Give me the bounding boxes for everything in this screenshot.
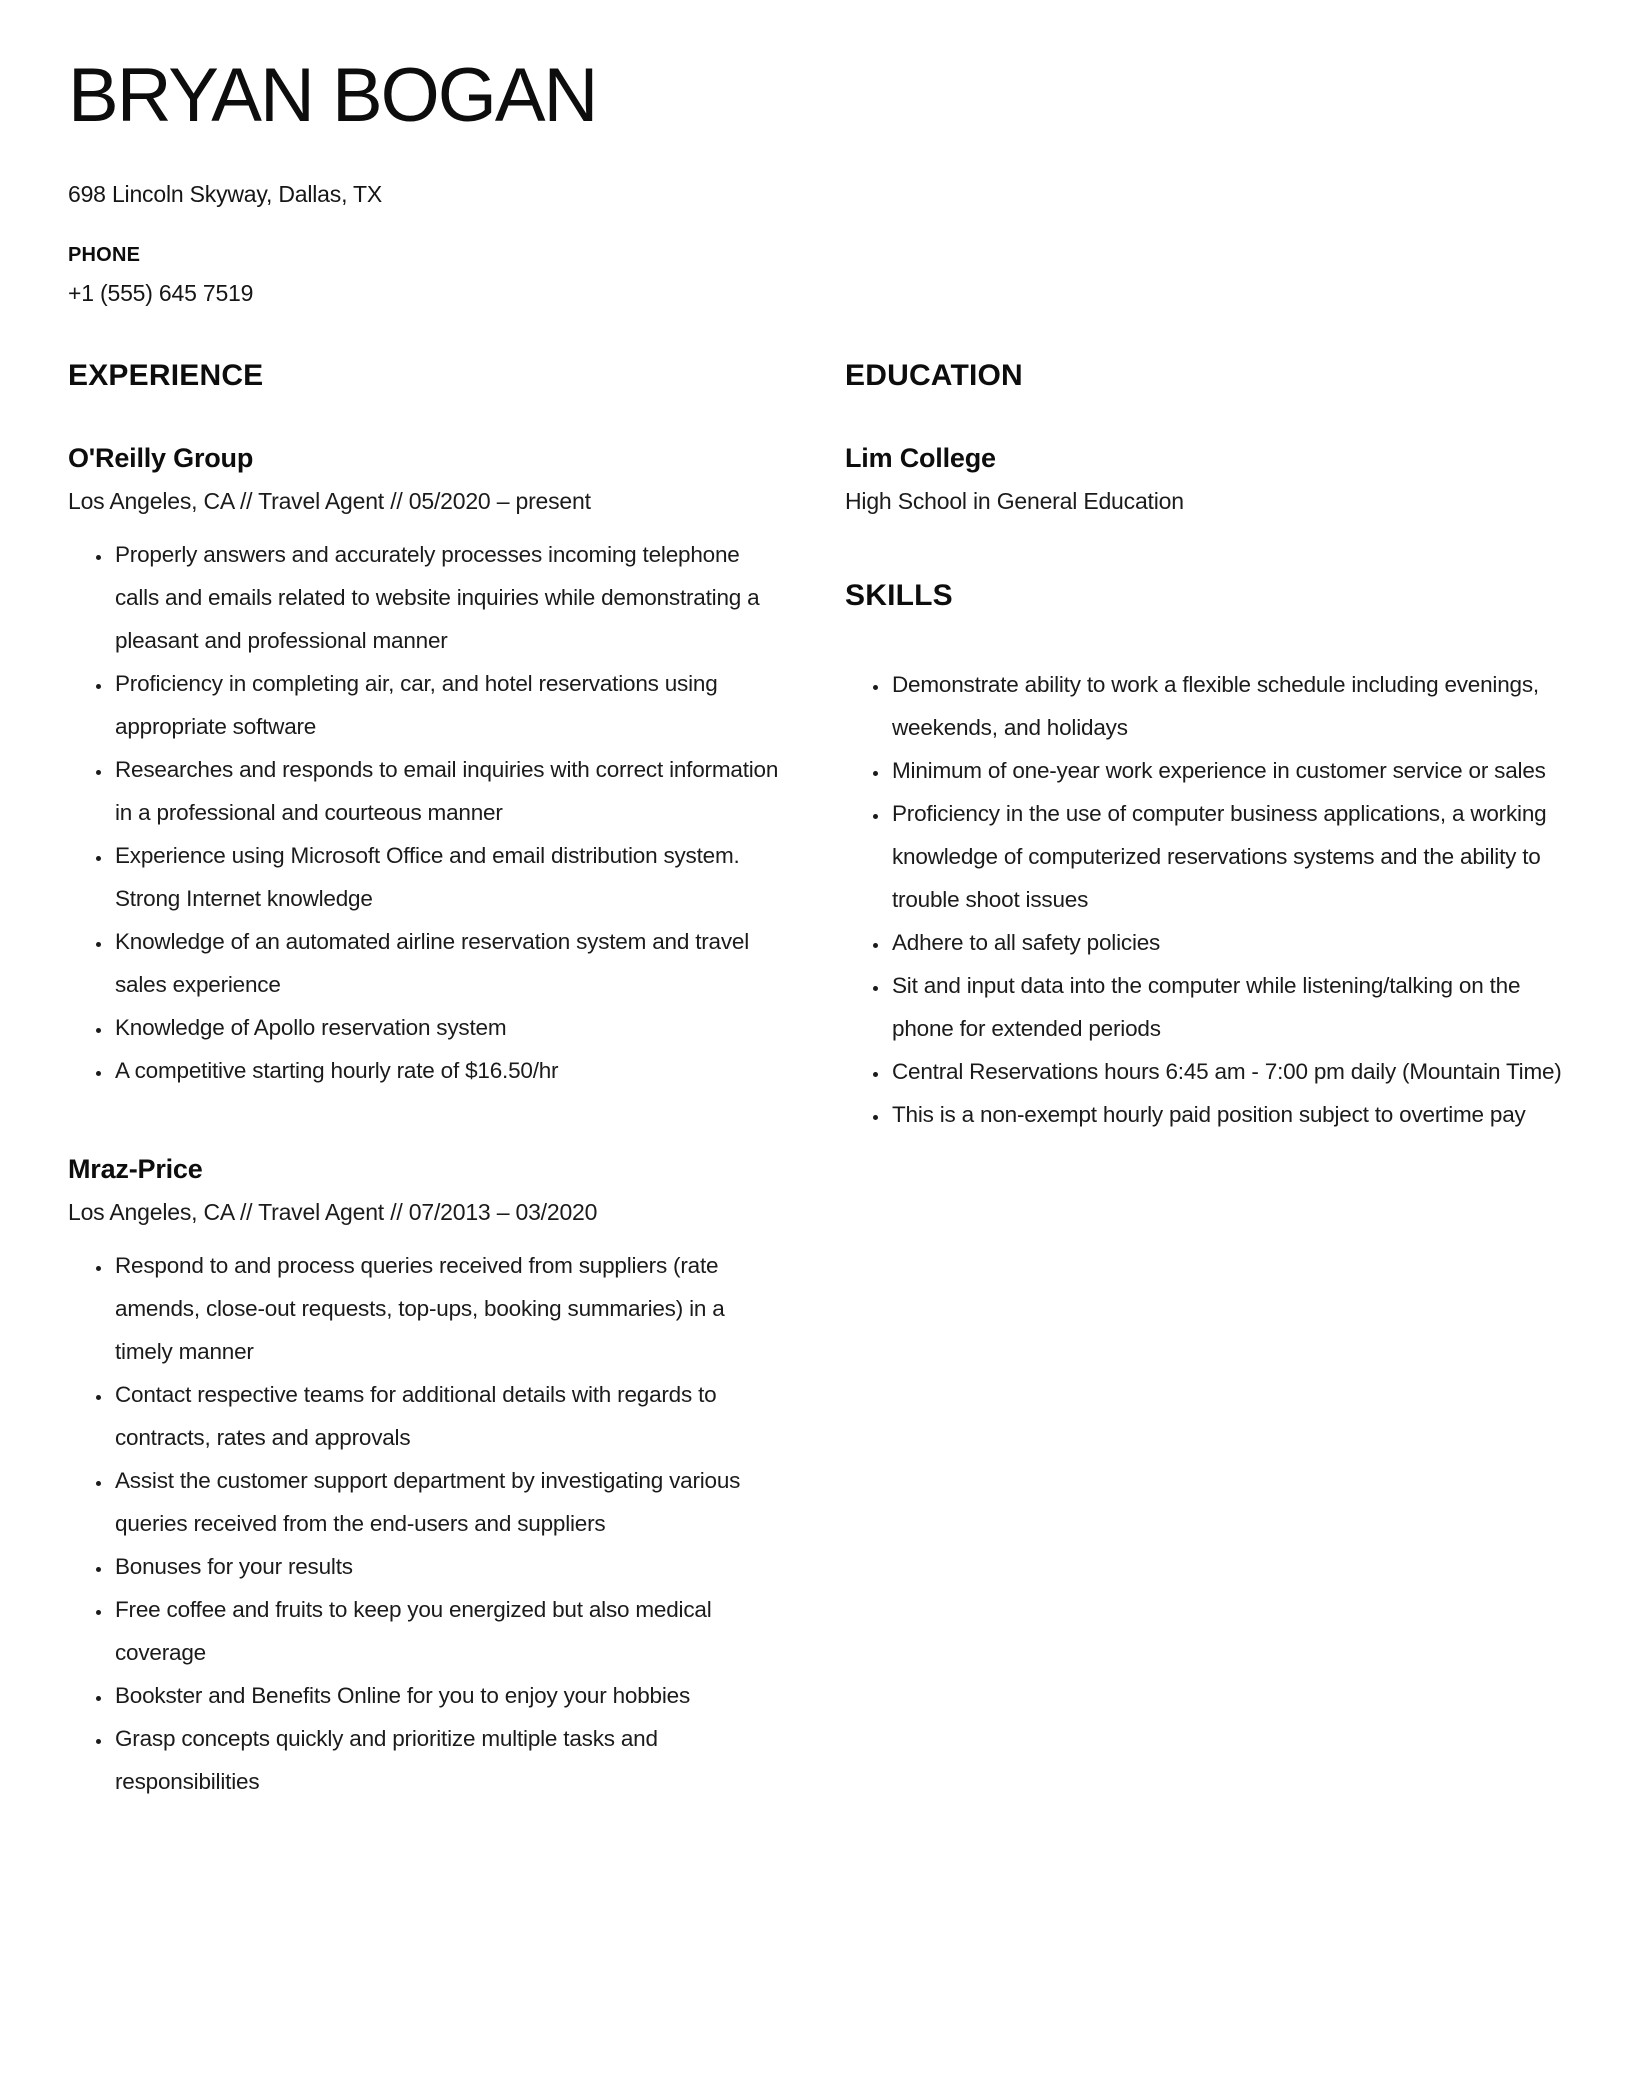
job-meta: Los Angeles, CA // Travel Agent // 07/2013 – 03/2020 [68, 1198, 598, 1225]
job-bullet: • Respond to and process queries received from suppliers (rate amends, close-out requests, top-ups, booking summaries) in a timely manner [113, 1244, 783, 1373]
job-bullet: • Bonuses for your results [113, 1545, 783, 1588]
job-bullet: • Researches and responds to email inquiries with correct information in a professional and courteous manner [113, 748, 783, 834]
candidate-address: 698 Lincoln Skyway, Dallas, TX [68, 181, 383, 207]
education-skills-column [845, 359, 1570, 1803]
job-bullet: • Proficiency in completing air, car, and hotel reservations using appropriate software [113, 662, 783, 748]
job-bullet: • Free coffee and fruits to keep you energized but also medical coverage [113, 1588, 783, 1674]
candidate-name: BRYAN BOGAN [68, 53, 597, 138]
skills-section [845, 579, 1570, 1136]
skill-bullet: • Central Reservations hours 6:45 am - 7:00 pm daily (Mountain Time) [890, 1050, 1570, 1093]
job-bullet: • A competitive starting hourly rate of $16.50/hr [113, 1049, 783, 1092]
school-name: Lim College [845, 442, 996, 473]
job-bullet: • Knowledge of an automated airline reservation system and travel sales experience [113, 920, 783, 1006]
phone-label: PHONE [68, 243, 141, 266]
skill-bullet: • Minimum of one-year work experience in customer service or sales [890, 749, 1570, 792]
school-degree: High School in General Education [845, 487, 1184, 514]
skill-bullet: • Sit and input data into the computer while listening/talking on the phone for extended periods [890, 964, 1570, 1050]
skill-bullet: • Proficiency in the use of computer business applications, a working knowledge of computerized reservations systems and the ability to trouble shoot issues [890, 792, 1570, 921]
resume-header [68, 53, 1570, 307]
job-entry-mraz-price [68, 1154, 783, 1803]
skills-heading: SKILLS [845, 578, 953, 612]
experience-column [68, 359, 783, 1803]
company-name: O'Reilly Group [68, 442, 254, 473]
job-bullet: • Grasp concepts quickly and prioritize multiple tasks and responsibilities [113, 1717, 783, 1803]
education-heading: EDUCATION [845, 358, 1023, 392]
phone-number: +1 (555) 645 7519 [68, 279, 254, 306]
content-columns [68, 359, 1570, 1803]
company-name: Mraz-Price [68, 1153, 203, 1184]
skill-bullet: • Demonstrate ability to work a flexible schedule including evenings, weekends, and holidays [890, 663, 1570, 749]
school-entry-lim-college [845, 443, 1570, 517]
skills-list [845, 663, 1570, 1136]
skill-bullet: • Adhere to all safety policies [890, 921, 1570, 964]
job-bullet: • Contact respective teams for additional details with regards to contracts, rates and approvals [113, 1373, 783, 1459]
job-meta: Los Angeles, CA // Travel Agent // 05/2020 – present [68, 487, 591, 514]
job-bullet: • Bookster and Benefits Online for you to enjoy your hobbies [113, 1674, 783, 1717]
job-bullet-list [68, 533, 783, 1092]
job-entry-oreilly-group [68, 443, 783, 1092]
skill-bullet: • This is a non-exempt hourly paid position subject to overtime pay [890, 1093, 1570, 1136]
job-bullet: • Knowledge of Apollo reservation system [113, 1006, 783, 1049]
experience-heading: EXPERIENCE [68, 358, 264, 392]
job-bullet: • Properly answers and accurately processes incoming telephone calls and emails related to website inquiries while demonstrating a pleasant and professional manner [113, 533, 783, 662]
job-bullet: • Assist the customer support department by investigating various queries received from the end-users and suppliers [113, 1459, 783, 1545]
job-bullet: • Experience using Microsoft Office and email distribution system. Strong Internet knowledge [113, 834, 783, 920]
job-bullet-list [68, 1244, 783, 1803]
